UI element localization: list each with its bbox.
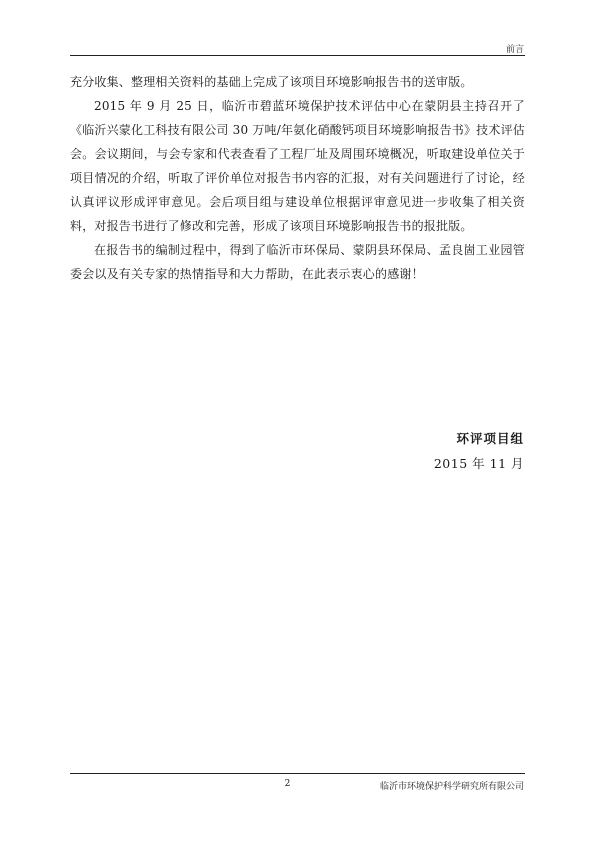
footer-divider — [70, 773, 525, 774]
signature-block — [434, 427, 524, 477]
page-number: 2 — [284, 779, 291, 789]
body-text — [70, 70, 525, 286]
signature-date: 2015 年 11 月 — [433, 456, 524, 471]
paragraph-continuation: 充分收集、整理相关资料的基础上完成了该项目环境影响报告书的送审版。 — [70, 75, 473, 89]
signature-group: 环评项目组 — [456, 431, 524, 446]
paragraph-acknowledgement: 在报告书的编制过程中，得到了临沂市环保局、蒙阴县环保局、孟良崮工业园管委会以及有关专家的热情指导和大力帮助，在此表示衷心的感谢！ — [70, 243, 525, 281]
header-divider — [70, 55, 525, 56]
footer-organization: 临沂市环境保护科学研究所有限公司 — [379, 782, 524, 792]
header-section-title: 前言 — [505, 45, 524, 55]
paragraph-review-meeting: 2015 年 9 月 25 日，临沂市碧蓝环境保护技术评估中心在蒙阴县主持召开了《临沂兴蒙化工科技有限公司 30 万吨/年氨化硝酸钙项目环境影响报告书》技术评估会。会议期间，与会专家和代表查看了工程厂址及周围环境概况，听取建设单位关于项目情况的介绍，听取了评价单位对报告书内容的汇报，对有关问题进行了讨论，经认真评议形成评审意见。会后项目组与建设单位根据评审意见进一步收集了相关资料，对报告书进行了修改和完善，形成了该项目环境影响报告书的报批版。 — [70, 99, 525, 233]
